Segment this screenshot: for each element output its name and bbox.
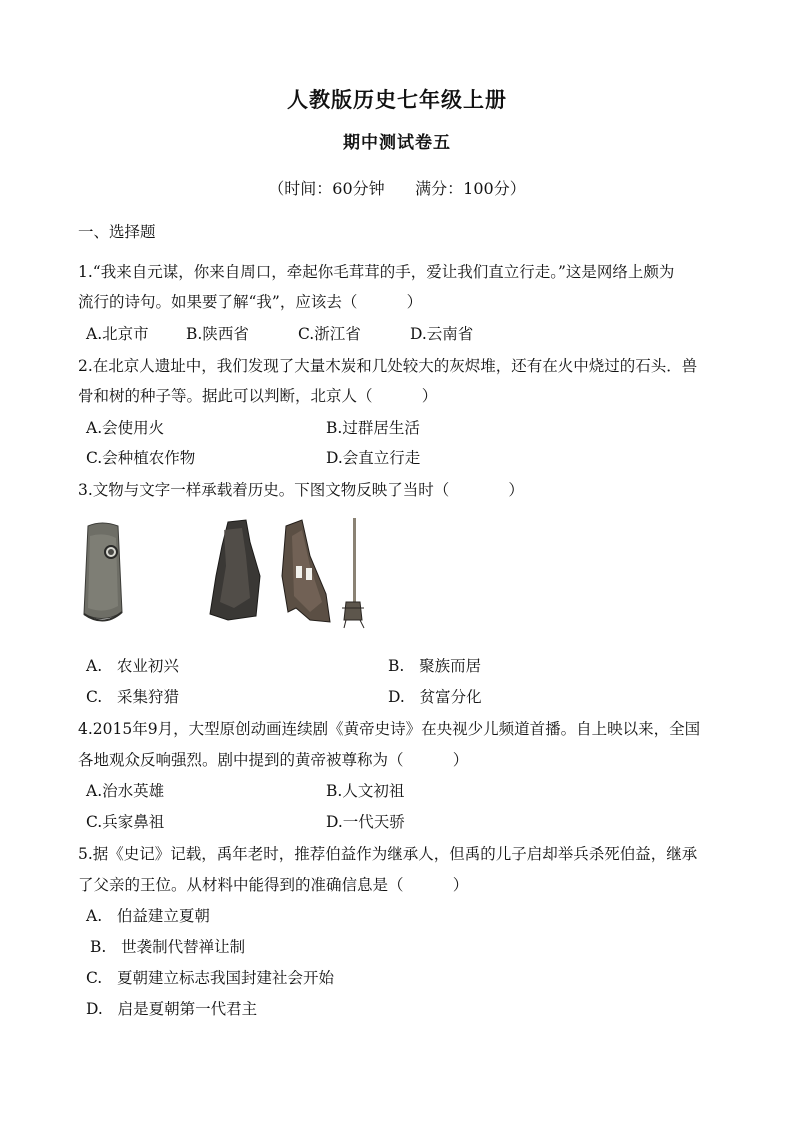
question-2-line-2: 骨和树的种子等。据此可以判断，北京人（ ） <box>78 387 438 405</box>
question-4-option-c: C.兵家鼻祖 <box>86 813 165 831</box>
question-5-line-2: 了父亲的王位。从材料中能得到的准确信息是（ ） <box>78 876 469 894</box>
question-4-option-d: D.一代天骄 <box>326 813 405 831</box>
question-2-option-d: D.会直立行走 <box>326 449 421 467</box>
question-3-line-1: 3.文物与文字一样承载着历史。下图文物反映了当时（ ） <box>78 481 524 499</box>
question-5-option-b: B. 世袭制代替禅让制 <box>90 938 246 956</box>
question-5-option-d: D. 启是夏朝第一代君主 <box>86 1000 258 1018</box>
question-1-option-b: B.陕西省 <box>186 325 249 343</box>
question-2-option-a: A.会使用火 <box>86 419 165 437</box>
question-1-line-2: 流行的诗句。如果要了解“我”，应该去（ ） <box>78 293 423 311</box>
question-1-option-a: A.北京市 <box>86 325 149 343</box>
question-2-line-1: 2.在北京人遗址中，我们发现了大量木炭和几处较大的灰烬堆，还有在火中烧过的石头．兽 <box>78 357 698 375</box>
exam-meta: （时间：60分钟 满分：100分） <box>268 179 526 198</box>
question-3-option-c: C. 采集狩猎 <box>86 688 180 706</box>
question-2-option-b: B.过群居生活 <box>326 419 420 437</box>
question-4-line-1: 4.2015年9月，大型原创动画连续剧《黄帝史诗》在央视少儿频道首播。自上映以来，全国 <box>78 720 701 738</box>
section-heading: 一、选择题 <box>78 223 156 241</box>
question-4-option-b: B.人文初祖 <box>326 782 405 800</box>
page-title: 人教版历史七年级上册 <box>287 88 507 112</box>
bone-spade-image-1 <box>210 520 260 620</box>
question-3-option-a: A. 农业初兴 <box>86 657 179 675</box>
question-1-option-d: D.云南省 <box>410 325 474 343</box>
question-1-line-1: 1.“我来自元谋，你来自周口，牵起你毛茸茸的手，爱让我们直立行走。”这是网络上颇为 <box>78 263 675 281</box>
question-5-option-a: A. 伯益建立夏朝 <box>86 907 210 925</box>
spade-reconstruction-image <box>342 518 364 628</box>
bone-spade-image-2 <box>282 520 330 622</box>
question-5-option-c: C. 夏朝建立标志我国封建社会开始 <box>86 969 335 987</box>
question-1-option-c: C.浙江省 <box>298 325 361 343</box>
question-4-option-a: A.治水英雄 <box>86 782 165 800</box>
artifact-figure <box>78 516 368 636</box>
page-subtitle: 期中测试卷五 <box>343 133 451 153</box>
question-2-option-c: C.会种植农作物 <box>86 449 196 467</box>
question-3-option-d: D. 贫富分化 <box>388 688 482 706</box>
question-4-line-2: 各地观众反响强烈。剧中提到的黄帝被尊称为（ ） <box>78 751 469 769</box>
question-3-option-b: B. 聚族而居 <box>388 657 482 675</box>
stone-axe-image <box>84 523 122 621</box>
question-5-line-1: 5.据《史记》记载，禹年老时，推荐伯益作为继承人，但禹的儿子启却举兵杀死伯益，继承 <box>78 845 698 863</box>
